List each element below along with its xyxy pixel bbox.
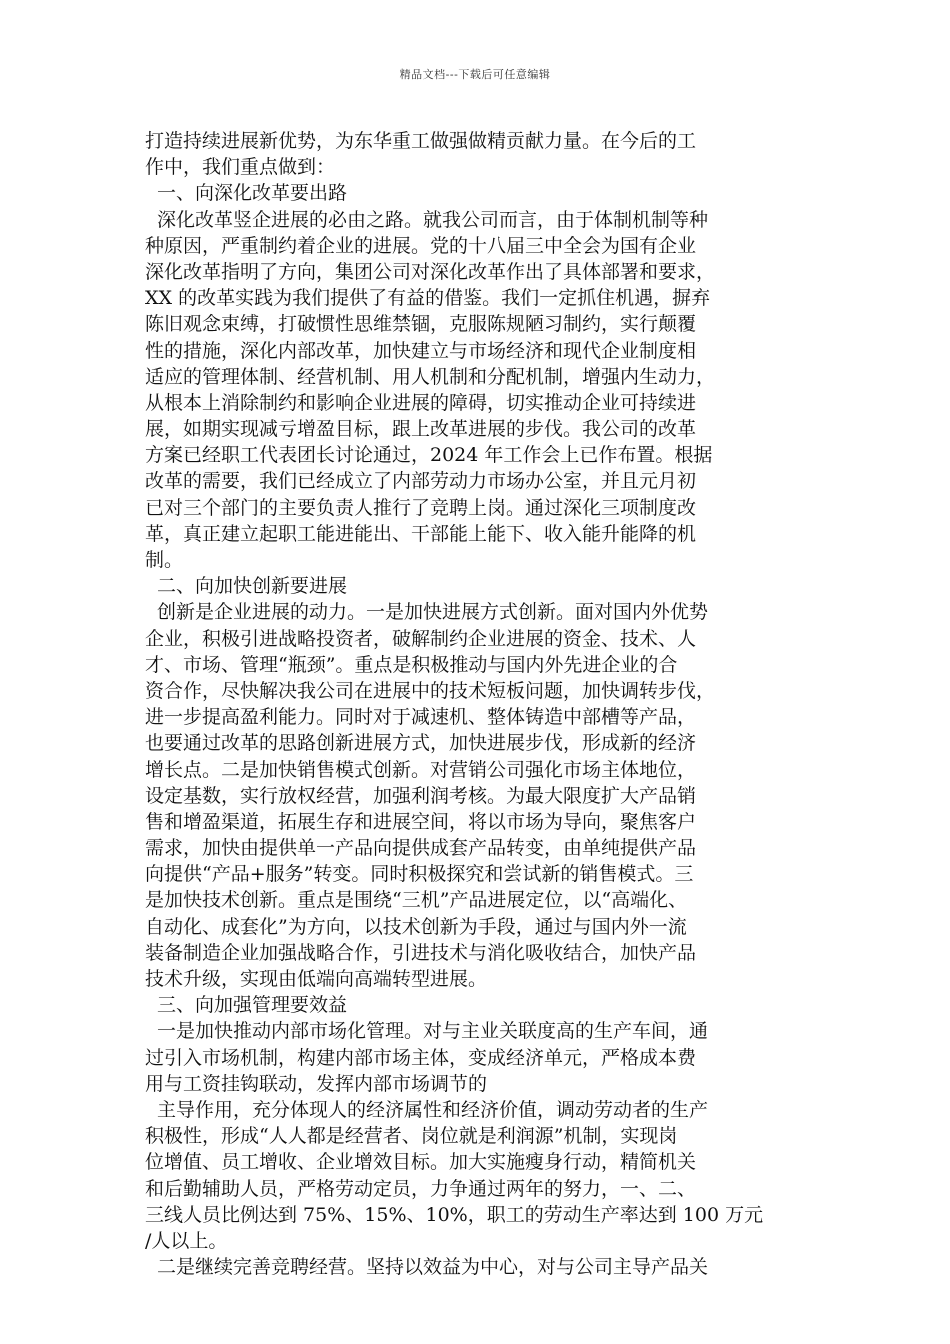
text-line: 需求，加快由提供单一产品向提供成套产品转变，由单纯提供产品 (145, 837, 697, 860)
text-line: XX 的改革实践为我们提供了有益的借鉴。我们一定抓住机遇，摒弃 (145, 287, 711, 310)
text-line: 三线人员比例达到 75%、15%、10%，职工的劳动生产率达到 100 万元 (145, 1203, 764, 1226)
text-line: 二是继续完善竞聘经营。坚持以效益为中心，对与公司主导产品关 (157, 1256, 709, 1279)
text-line: 企业，积极引进战略投资者，破解制约企业进展的资金、技术、人 (145, 627, 697, 650)
text-line: 从根本上消除制约和影响企业进展的障碍，切实推动企业可持续进 (145, 391, 697, 414)
text-line: 是加快技术创新。重点是围绕“三机”产品进展定位，以“高端化、 (145, 889, 688, 912)
text-line: 进一步提高盈利能力。同时对于减速机、整体铸造中部槽等产品， (145, 706, 697, 729)
text-line: 作中，我们重点做到： (145, 156, 336, 179)
text-line: 增长点。二是加快销售模式创新。对营销公司强化市场主体地位， (145, 758, 697, 781)
text-line: 位增值、员工增收、企业增效目标。加大实施瘦身行动，精简机关 (145, 1151, 697, 1174)
text-line: 主导作用，充分体现人的经济属性和经济价值，调动劳动者的生产 (157, 1098, 709, 1121)
text-line: 制。 (145, 549, 184, 571)
section-heading: 二、向加快创新要进展 (157, 575, 348, 598)
text-line: 设定基数，实行放权经营，加强利润考核。为最大限度扩大产品销 (145, 784, 697, 807)
text-line: 用与工资挂钩联动，发挥内部市场调节的 (145, 1072, 488, 1095)
page-header: 精品文档---下载后可任意编辑 (399, 68, 551, 81)
text-line: 向提供“产品+服务”转变。同时积极探究和尝试新的销售模式。三 (145, 863, 694, 886)
text-line: 深化改革竖企进展的必由之路。就我公司而言，由于体制机制等种 (157, 208, 709, 231)
text-line: 已对三个部门的主要负责人推行了竞聘上岗。通过深化三项制度改 (145, 496, 697, 519)
document-body (145, 128, 805, 1280)
text-line: 资合作，尽快解决我公司在进展中的技术短板问题，加快调转步伐， (145, 679, 716, 702)
text-line: 积极性，形成“人人都是经营者、岗位就是利润源”机制，实现岗 (145, 1125, 678, 1148)
text-line: 打造持续进展新优势，为东华重工做强做精贡献力量。在今后的工 (145, 130, 697, 152)
text-line: 性的措施，深化内部改革，加快建立与市场经济和现代企业制度相 (145, 339, 697, 362)
text-line: 装备制造企业加强战略合作，引进技术与消化吸收结合，加快产品 (145, 941, 697, 964)
section-heading: 一、向深化改革要出路 (157, 182, 348, 205)
text-line: /人以上。 (145, 1229, 228, 1252)
text-line: 改革的需要，我们已经成立了内部劳动力市场办公室，并且元月初 (145, 470, 697, 493)
text-line: 技术升级，实现由低端向高端转型进展。 (145, 968, 488, 990)
text-line: 一是加快推动内部市场化管理。对与主业关联度高的生产车间，通 (157, 1020, 709, 1043)
text-line: 和后勤辅助人员，严格劳动定员，力争通过两年的努力，一、二、 (145, 1177, 697, 1200)
text-line: 深化改革指明了方向，集团公司对深化改革作出了具体部署和要求， (145, 260, 716, 283)
text-line: 创新是企业进展的动力。一是加快进展方式创新。面对国内外优势 (157, 601, 709, 624)
text-line: 自动化、成套化”为方向，以技术创新为手段，通过与国内外一流 (145, 915, 687, 938)
text-line: 适应的管理体制、经营机制、用人机制和分配机制，增强内生动力， (145, 365, 716, 388)
section-heading: 三、向加强管理要效益 (157, 994, 348, 1017)
text-line: 种原因，严重制约着企业的进展。党的十八届三中全会为国有企业 (145, 234, 697, 257)
text-line: 才、市场、管理“瓶颈”。重点是积极推动与国内外先进企业的合 (145, 653, 678, 676)
text-line: 展，如期实现减亏增盈目标，跟上改革进展的步伐。我公司的改革 (145, 418, 697, 441)
text-line: 过引入市场机制，构建内部市场主体，变成经济单元，严格成本费 (145, 1046, 697, 1069)
text-line: 陈旧观念束缚，打破惯性思维禁锢，克服陈规陋习制约，实行颠覆 (145, 313, 697, 336)
text-line: 也要通过改革的思路创新进展方式，加快进展步伐，形成新的经济 (145, 732, 697, 755)
text-line: 售和增盈渠道，拓展生存和进展空间，将以市场为导向，聚焦客户 (145, 810, 697, 833)
text-line: 革，真正建立起职工能进能出、干部能上能下、收入能升能降的机 (145, 522, 697, 545)
text-line: 方案已经职工代表团长讨论通过，2024 年工作会上已作布置。根据 (145, 444, 713, 467)
